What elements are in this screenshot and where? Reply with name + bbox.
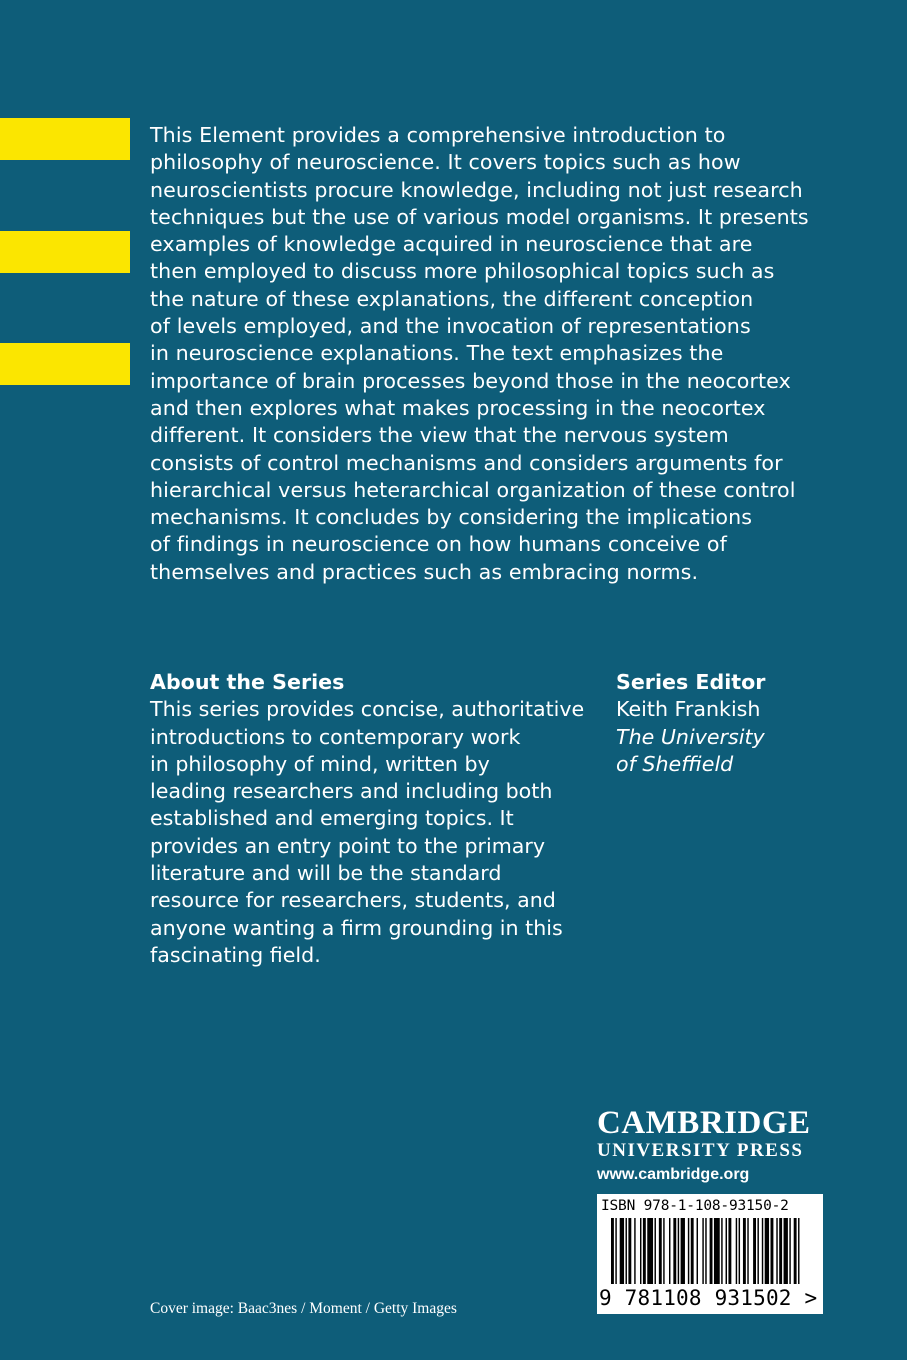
publisher-subtitle: UNIVERSITY PRESS	[597, 1140, 804, 1161]
barcode-bar	[736, 1218, 737, 1284]
accent-bar-middle	[0, 231, 130, 273]
barcode-bar	[721, 1218, 722, 1284]
series-editor-section	[616, 669, 866, 778]
barcode-bar	[681, 1218, 685, 1284]
barcode-bars	[611, 1218, 809, 1284]
barcode-bar	[798, 1218, 799, 1284]
publisher-logo	[597, 1106, 827, 1186]
barcode-bar	[691, 1218, 694, 1284]
barcode-digits: 9 781108 931502 >	[599, 1286, 818, 1310]
barcode-bar	[659, 1218, 662, 1284]
series-editor-affiliation-line2: of Sheffield	[616, 751, 734, 776]
barcode-bar	[726, 1218, 727, 1284]
barcode-bar	[743, 1218, 746, 1284]
barcode-bar	[728, 1218, 731, 1284]
barcode-bar	[628, 1218, 631, 1284]
barcode-bar	[688, 1218, 689, 1284]
isbn-barcode	[597, 1194, 823, 1314]
barcode-bar	[634, 1218, 635, 1284]
barcode-bar	[673, 1218, 676, 1284]
barcode-bar	[669, 1218, 670, 1284]
barcode-bar	[643, 1218, 646, 1284]
barcode-bar	[615, 1218, 616, 1284]
barcode-bar	[762, 1218, 763, 1284]
barcode-bar	[640, 1218, 641, 1284]
barcode-bar	[739, 1218, 740, 1284]
barcode-bar	[655, 1218, 656, 1284]
barcode-bar	[678, 1218, 679, 1284]
publisher-name: CAMBRIDGE	[597, 1105, 811, 1141]
barcode-bar	[705, 1218, 706, 1284]
cover-image-credit: Cover image: Baac3nes / Moment / Getty Images	[150, 1300, 457, 1317]
series-editor-heading: Series Editor	[616, 670, 766, 694]
barcode-bar	[710, 1218, 713, 1284]
book-description: This Element provides a comprehensive introduction to philosophy of neuroscience. It covers topics such as how neuroscientists procure knowledge, including not just research techniques but the use of various model organisms. It presents examples of knowledge acquired in neuroscience that are then employed to discuss more philosophical topics such as the nature of these explanations, the different conception of levels employed, and the invocation of representations in neuroscience explanations. The text emphasizes the importance of brain processes beyond those in the neocortex and then explores what makes processing in the neocortex different. It considers the view that the nervous system consists of control mechanisms and considers arguments for hierarchical versus heterarchical organization of these control mechanisms. It concludes by considering the implications of findings in neuroscience on how humans conceive of themselves and practices such as embracing norms.	[150, 123, 809, 584]
about-series-heading: About the Series	[150, 670, 345, 694]
series-editor-name: Keith Frankish	[616, 697, 761, 722]
barcode-bar	[757, 1218, 758, 1284]
barcode-bar	[626, 1218, 627, 1284]
barcode-bar	[779, 1218, 782, 1284]
barcode-bar	[647, 1218, 653, 1284]
barcode-bar	[697, 1218, 698, 1284]
barcode-bar	[611, 1218, 614, 1284]
barcode-bar	[776, 1218, 777, 1284]
barcode-bar	[765, 1218, 769, 1284]
barcode-bar	[702, 1218, 703, 1284]
about-series-text: This series provides concise, authoritative introductions to contemporary work in philosophy of mind, written by leading researchers and including both established and emerging topics. It provides an entry point to the primary literature and will be the standard resource for researchers, students, and anyone wanting a firm grounding in this fascinating field.	[150, 697, 585, 967]
barcode-bar	[663, 1218, 664, 1284]
about-series-section	[150, 669, 600, 969]
publisher-url: www.cambridge.org	[597, 1166, 750, 1183]
barcode-bar	[620, 1218, 624, 1284]
barcode-bar	[789, 1218, 790, 1284]
isbn-label: ISBN 978-1-108-93150-2	[601, 1198, 789, 1214]
barcode-bar	[753, 1218, 756, 1284]
barcode-bar	[784, 1218, 788, 1284]
barcode-bar	[747, 1218, 748, 1284]
accent-bar-bottom	[0, 343, 130, 385]
accent-bar-top	[0, 118, 130, 160]
barcode-bar	[714, 1218, 720, 1284]
barcode-bar	[771, 1218, 774, 1284]
barcode-bar	[794, 1218, 797, 1284]
series-editor-affiliation-line1: The University	[616, 724, 765, 749]
